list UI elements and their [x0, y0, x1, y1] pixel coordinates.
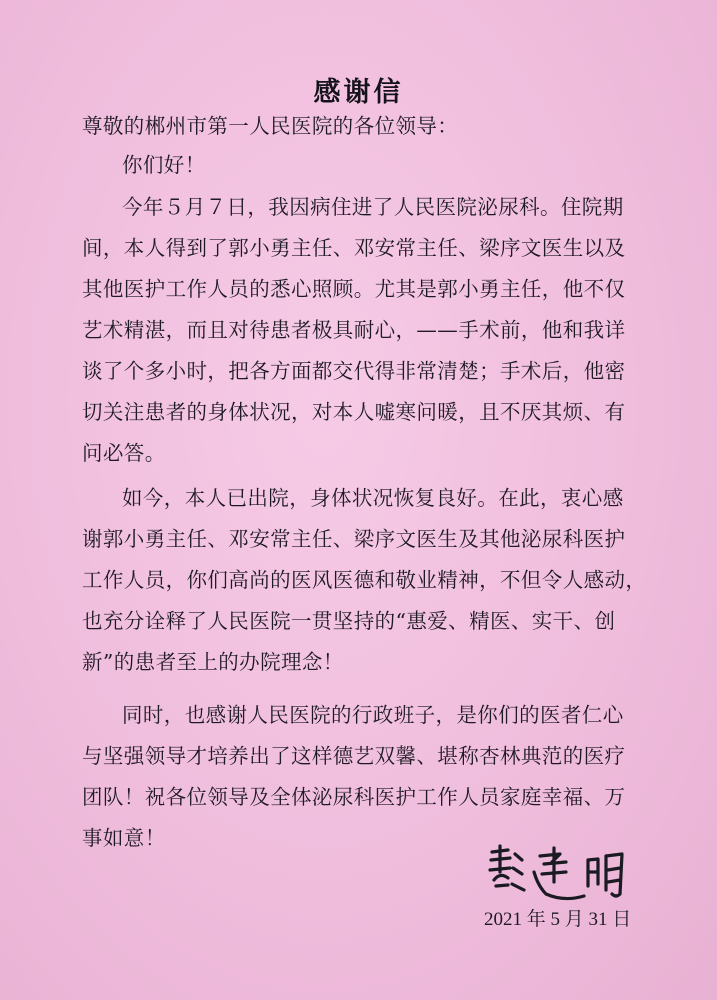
paragraph-1-line-5: 谈了个多小时，把各方面都交代得非常清楚；手术后，他密: [82, 359, 626, 383]
paragraph-2-line-2: 谢郭小勇主任、邓安常主任、梁序文医生及其他泌尿科医护: [82, 527, 626, 551]
paragraph-3-line-3: 团队！祝各位领导及全体泌尿科医护工作人员家庭幸福、万: [82, 785, 626, 809]
paragraph-2-line-4: 也充分诠释了人民医院一贯坚持的“惠爱、精医、实干、创: [82, 609, 616, 633]
paragraph-1-line-7: 问必答。: [82, 441, 166, 465]
paragraph-1-line-1: 今年５月７日，我因病住进了人民医院泌尿科。住院期: [122, 195, 624, 219]
paragraph-1-line-4: 艺术精湛，而且对待患者极具耐心，——手术前，他和我详: [82, 318, 626, 342]
paragraph-3-line-1: 同时，也感谢人民医院的行政班子，是你们的医者仁心: [122, 703, 624, 727]
paragraph-2-line-1: 如今，本人已出院，身体状况恢复良好。在此，衷心感: [122, 486, 624, 510]
paragraph-1-line-3: 其他医护工作人员的悉心照顾。尤其是郭小勇主任，他不仅: [82, 277, 626, 301]
paragraph-1-line-2: 间，本人得到了郭小勇主任、邓安常主任、梁序文医生以及: [82, 236, 626, 260]
letter-title: 感谢信: [313, 77, 404, 108]
paragraph-2-line-5: 新”的患者至上的办院理念！: [82, 650, 344, 674]
salutation: 尊敬的郴州市第一人民医院的各位领导：: [82, 114, 459, 138]
paragraph-1-line-6: 切关注患者的身体状况，对本人嘘寒问暖，且不厌其烦、有: [82, 400, 626, 424]
paragraph-2-line-3: 工作人员，你们高尚的医风医德和敬业精神，不但令人感动，: [82, 568, 647, 592]
paragraph-3-line-2: 与坚强领导才培养出了这样德艺双馨、堪称杏林典范的医疗: [82, 744, 626, 768]
paragraph-3-line-4: 事如意！: [82, 826, 166, 850]
letter-date: 2021 年 5 月 31 日: [484, 909, 632, 930]
handwritten-signature: [482, 842, 632, 904]
greeting: 你们好！: [122, 153, 206, 177]
